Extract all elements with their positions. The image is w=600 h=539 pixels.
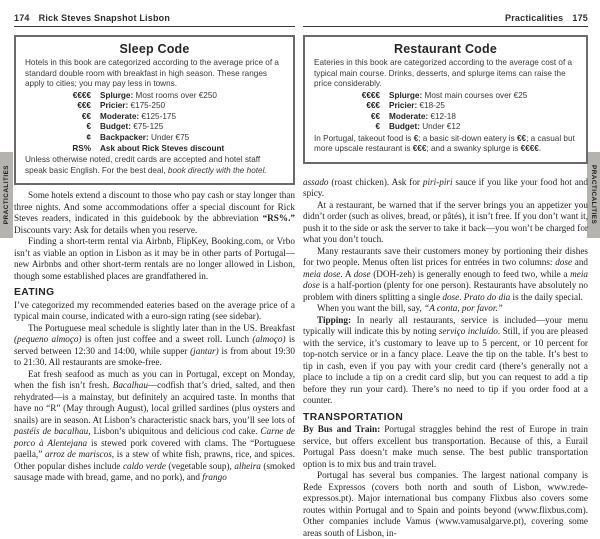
paragraph (14, 300, 295, 323)
price-desc: Under €75 (148, 133, 190, 142)
price-rows (25, 91, 284, 155)
page-right (303, 0, 588, 539)
text-segment: (almoço) (252, 334, 286, 344)
text-segment: Tipping: (317, 314, 352, 325)
price-desc: Most main courses over €25 (422, 90, 528, 100)
text-segment: (pequeno almoço) (14, 334, 82, 344)
chapter-title: Practicalities (505, 13, 564, 23)
text-segment: is the daily special. (510, 291, 583, 302)
text-segment: ; and a swanky splurge is (426, 144, 521, 154)
text-segment: “RS%.” (262, 213, 295, 223)
side-tab-practicalities-right (587, 152, 600, 238)
text-segment: €€ (517, 134, 527, 143)
price-label: Ask about Rick Steves discount (100, 143, 225, 153)
page-number: 175 (572, 13, 588, 23)
paragraph (14, 369, 295, 484)
text-segment: By Bus and Train: (303, 424, 381, 435)
side-tab-label: PRACTICALITIES (590, 165, 597, 225)
body-text-right (303, 177, 588, 539)
paragraph (303, 303, 588, 315)
text-segment: Carne de porco à Alentejana (14, 426, 295, 448)
body-text-left (14, 190, 295, 484)
text-segment: meia dose (303, 268, 588, 291)
text-segment: . Still, if you are pleased with the service, it’s customary to leave up to 5 percent, or 10 percent for top-notch service or in a fancy place. Leave the tip on the table. It’s best to tip in cash, even if you pay with your credit card (there’s generally not a place to include a tip on a credit card slip, but you can request to add a tip before they run your card). There’s no need to tip if you order food at a counter. (303, 326, 588, 406)
text-segment: caldo verde (122, 460, 166, 471)
text-segment: Many restaurants save their customers money by portioning their dishes for two people. Menus often list prices for entrées in two columns: (303, 245, 588, 268)
price-row (314, 122, 577, 133)
text-segment: Some hotels extend a discount to those who pay cash or stay longer than three nights. And some accommodations offer a special discount for Rick Steves readers, indicated in this guidebook by the abbreviation (14, 190, 295, 223)
text-segment: alheira (234, 460, 261, 471)
text-segment: ; a casual but more upscale restaurant is (314, 134, 575, 154)
price-row (314, 91, 577, 102)
text-segment: frango (202, 472, 227, 482)
page-number: 174 (14, 13, 30, 23)
price-code: €€€€ (72, 90, 91, 100)
text-segment: dose (442, 291, 460, 302)
page-left (14, 0, 295, 484)
restaurant-code-box (303, 35, 588, 164)
price-label: Moderate: (100, 111, 140, 121)
text-segment: Prato do dia (463, 291, 511, 302)
text-segment: is a half-portion (plenty for one person). Restaurants have absolutely no problem with diners splitting a single (303, 280, 588, 302)
text-segment: €€€€ (520, 144, 539, 154)
section-heading: TRANSPORTATION (303, 411, 404, 423)
price-code: ¢ (86, 133, 91, 142)
text-segment: In Portugal, takeout food is (314, 134, 414, 143)
side-tab-practicalities-left (0, 152, 13, 238)
text-segment: €€€ (412, 144, 427, 154)
price-label: Pricier: (100, 101, 129, 111)
paragraph (303, 200, 588, 246)
box-intro: Hotels in this book are categorized according to the average price of a standard double room with breakfast in high season. These ranges apply to cities; you may pay less in towns. (25, 58, 279, 89)
price-row (25, 91, 284, 102)
text-segment: is often just coffee and a sweet roll. Lunch (81, 334, 253, 344)
text-segment: meia dose (303, 268, 341, 279)
text-segment: serviço incluído (438, 326, 498, 337)
paragraph (303, 246, 588, 304)
text-segment: , Lisbon’s ubiquitous and delicious cod cake. (88, 426, 261, 436)
price-row (314, 112, 577, 123)
text-segment: —codfish that’s dried, salted, and then rehydrated—is a mainstay, but definitely an acquired taste. In months that have no “R” (May through August), local grilled sardines (plus oysters and snails) are in season. At Lisbon’s characteristic snack bars, you’ll see lots of (14, 380, 295, 425)
price-row (25, 144, 284, 155)
paragraph (14, 190, 295, 236)
text-segment: Finding a short-term rental via Airbnb, FlipKey, Booking.com, or Vrbo isn’t as viable an option in Lisbon as it may be in other parts of Portugal—new Airbnbs and other short-term rentals are no longer allowed in Lisbon, though some established places are grandfathered in. (14, 236, 295, 281)
text-segment: . (538, 144, 542, 154)
text-segment: . (459, 291, 464, 302)
text-segment: (smoked sausage made with bread, game, and no pork), and (14, 460, 295, 482)
price-code: €€€ (77, 101, 91, 111)
header-rule (14, 26, 295, 27)
price-code: €€ (370, 111, 380, 121)
text-segment: . A (340, 268, 354, 279)
text-segment: and (572, 257, 589, 268)
price-label: Splurge: (389, 90, 423, 100)
price-code: €€ (81, 111, 91, 121)
text-segment: The Portuguese meal schedule is slightly later than in the US. Breakfast (28, 322, 295, 333)
text-segment: (vegetable soup), (165, 460, 235, 471)
price-desc: €175-250 (128, 101, 166, 111)
paragraph (303, 424, 588, 470)
price-label: Moderate: (389, 111, 429, 121)
text-segment: Eat fresh seafood as much as you can in Portugal, except on Monday, when the fish isn’t fresh. (14, 368, 295, 390)
text-segment: (roast chicken). Ask for (328, 176, 423, 187)
price-desc: Most rooms over €250 (133, 90, 217, 100)
box-title: Sleep Code (119, 42, 190, 56)
text-segment: is served between 12:30 and 14:00, while supper (14, 334, 295, 356)
running-head-left (14, 0, 295, 23)
text-segment: is stewed pork covered with clams. The “Portuguese paella,” (14, 437, 296, 459)
sleep-code-box (14, 35, 295, 185)
text-segment: “A conta, por favor.” (424, 303, 503, 314)
paragraph (303, 470, 588, 539)
price-label: Backpacker: (100, 133, 149, 142)
text-segment: Discounts vary: Ask for details when you reserve. (14, 224, 198, 235)
text-segment: assado (303, 176, 329, 187)
price-code: €€€€ (361, 90, 380, 100)
price-row (25, 133, 284, 144)
paragraph (14, 236, 295, 282)
paragraph (14, 323, 295, 369)
price-code: € (375, 122, 380, 132)
text-segment: (DOH-zeh) is generally enough to feed two, while a (370, 268, 571, 279)
box-title: Restaurant Code (393, 42, 498, 56)
text-segment: Portugal straggles behind the rest of Europe in train service, but offers excellent bus transportation. Because of this, a Eurail Portugal Pass doesn’t make much sense. The best public transportation option is to mix bus and train travel. (303, 424, 588, 469)
text-segment: pastéis de bacalhau (14, 426, 89, 436)
price-label: Budget: (100, 122, 131, 132)
text-segment: book directly with the hotel. (167, 165, 267, 175)
price-row (314, 101, 577, 112)
price-row (25, 101, 284, 112)
price-label: Splurge: (100, 90, 134, 100)
box-outro (314, 134, 577, 155)
text-segment: In nearly all restaurants, service is included—your menu typically will indicate this by noting (303, 314, 588, 337)
book-title: Rick Steves Snapshot Lisbon (38, 13, 171, 23)
text-segment: is from about 19:30 to 21:30. All restaurants are smoke-free. (14, 345, 295, 367)
text-segment: I’ve categorized my recommended eateries based on the average price of a typical main course, indicated with a euro-sign rating (see sidebar). (14, 299, 295, 321)
price-desc: €125-175 (139, 111, 177, 121)
text-segment: arroz de mariscos (45, 449, 112, 459)
side-tab-label: PRACTICALITIES (3, 165, 10, 225)
box-intro: Eateries in this book are categorized according to the average cost of a typical main course. Drinks, desserts, and splurge items can raise the price considerably. (314, 58, 573, 89)
price-code: €€€ (366, 101, 380, 111)
text-segment: dose (353, 268, 371, 279)
price-code: € (86, 122, 91, 132)
price-code: RS% (72, 143, 91, 153)
section-heading: EATING (14, 287, 55, 298)
text-segment: € (413, 134, 419, 143)
price-desc: €18-25 (417, 101, 445, 111)
price-row (25, 112, 284, 123)
text-segment: dose (555, 257, 573, 268)
price-label: Pricier: (389, 101, 418, 111)
text-segment: , is a stew of white fish, prawns, rice, and spices. Other popular dishes include (14, 449, 295, 471)
text-segment: sauce if you like your food hot and spicy. (303, 176, 588, 199)
text-segment: Portugal has several bus companies. The largest national company is Rede Expressos (covers both north and south of Lisbon, www.rede-expressos.pt). Major international bus company Flixbus also covers some routes within Portugal and to Spain and points beyond (www.flixbus.com). Other companies include Vamus (www.vamusalgarve.pt), covering some areas south of Lisbon, in- (303, 470, 588, 538)
paragraph (303, 177, 588, 200)
price-rows (314, 91, 577, 133)
text-segment: piri-piri (422, 176, 453, 187)
price-desc: €12-18 (428, 111, 456, 121)
text-segment: ; a basic sit-down eatery is (418, 134, 517, 143)
box-outro (25, 155, 284, 176)
running-head-right (303, 0, 588, 23)
text-segment: Unless otherwise noted, credit cards are accepted and hotel staff speak basic English. For the best deal, (25, 155, 261, 175)
text-segment: When you want the bill, say, (317, 303, 425, 314)
text-segment: Bacalhau (112, 380, 148, 390)
price-label: Budget: (389, 122, 420, 132)
price-desc: €75-125 (130, 122, 164, 132)
paragraph (303, 315, 588, 407)
header-rule (303, 26, 588, 27)
text-segment: (jantar) (190, 345, 219, 356)
price-row (25, 122, 284, 133)
text-segment: At a restaurant, be warned that if the server brings you an appetizer you didn’t order (such as olives, bread, or pâtés), it isn’t free. If you don’t want it, push it to the side or ask the server to take it back—you won’t be charged for what you don’t touch. (303, 199, 588, 245)
price-desc: Under €12 (419, 122, 461, 132)
